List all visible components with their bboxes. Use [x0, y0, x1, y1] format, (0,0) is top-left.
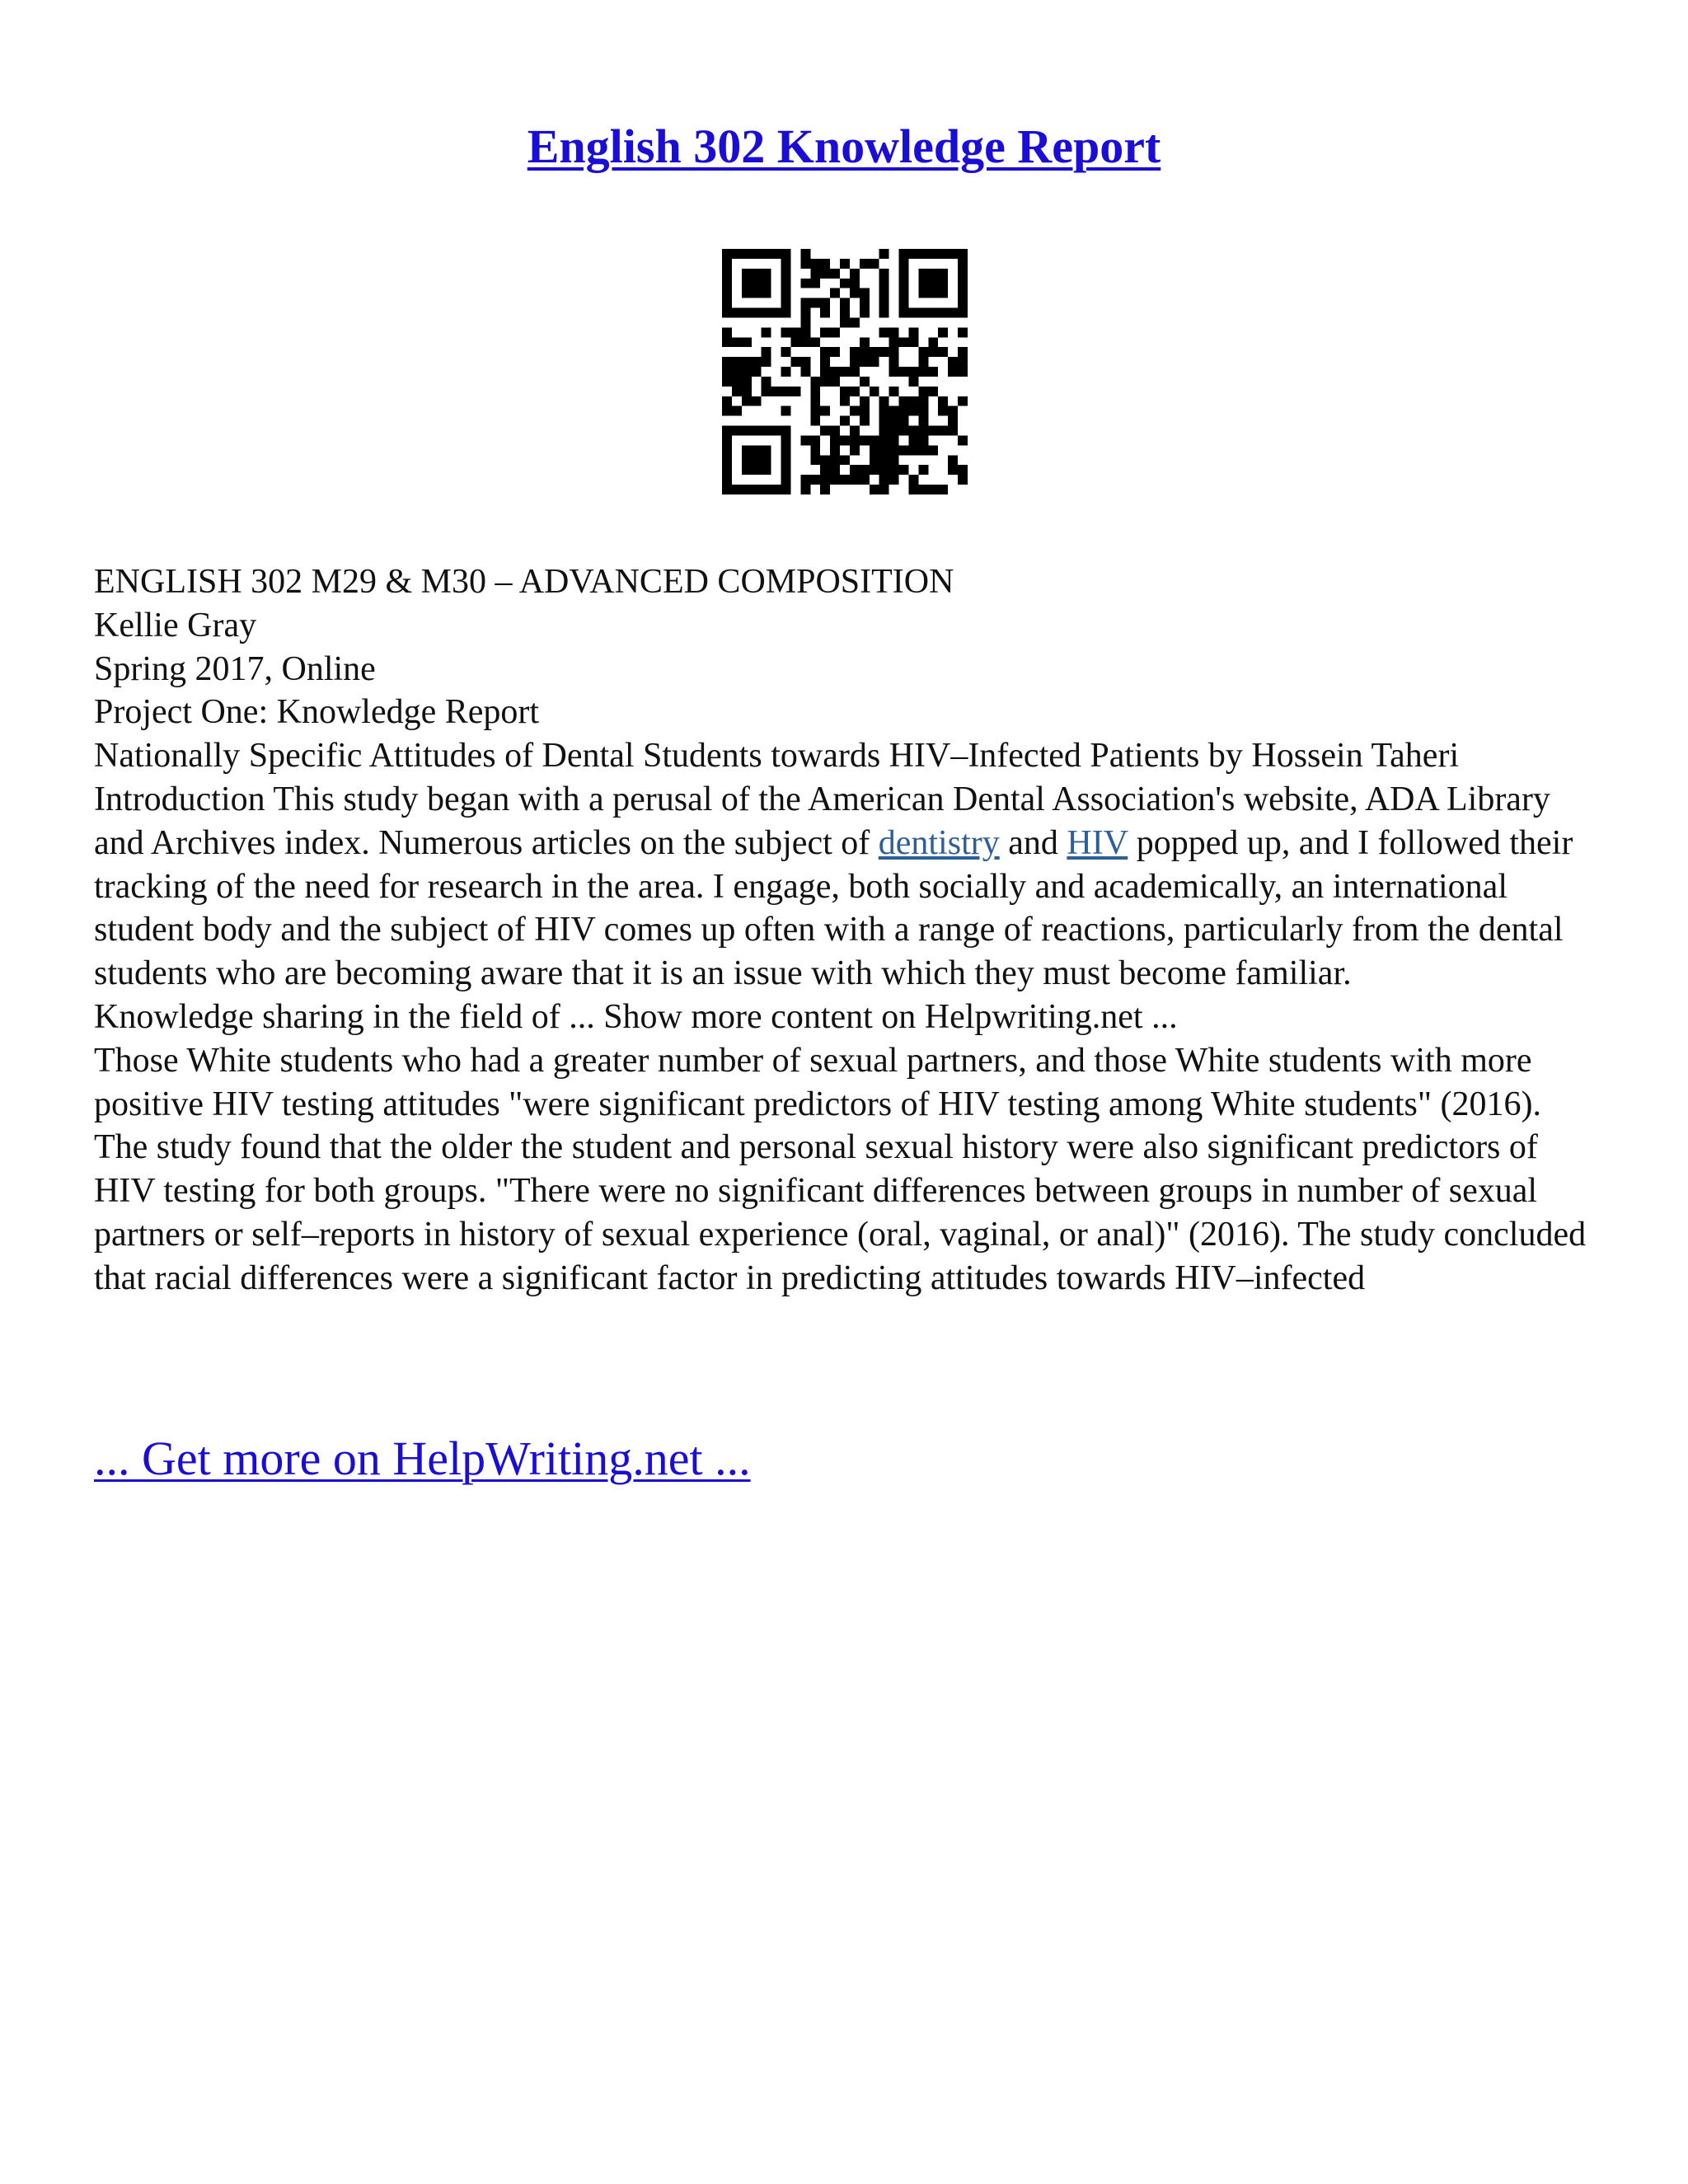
title-link[interactable]: English 302 Knowledge Report — [527, 120, 1161, 173]
qr-code-icon — [722, 249, 968, 494]
course-line: ENGLISH 302 M29 & M30 – ADVANCED COMPOSITION — [94, 563, 954, 601]
page-title — [0, 115, 1688, 178]
hiv-link[interactable]: HIV — [1067, 823, 1128, 862]
teaser-line: Knowledge sharing in the field of ... Show more content on Helpwriting.net ... — [94, 997, 1178, 1036]
body-paragraph: Those White students who had a greater number of sexual partners, and those White students with more positive HIV testing attitudes "were significant predictors of HIV testing among White students" (2016). The study found that the older the student and personal sexual history were also significant predictors of HIV testing for both groups. "There were no significant differences between groups in number of sexual partners or self–reports in history of sexual experience (oral, vaginal, or anal)" (2016). The study concluded that racial differences were a significant factor in predicting attitudes towards HIV–infected — [94, 1041, 1587, 1297]
intro-text-3: popped up, and I followed their tracking of the need for research in the area. I engage, both socially and academically, an international student body and the subject of HIV comes up often with a range of reactions, particularly from the dental students who are becoming aware that it is an issue with which they must become familiar. — [94, 823, 1573, 993]
get-more-link[interactable]: ... Get more on HelpWriting.net ... — [94, 1432, 751, 1485]
intro-text-1: Introduction This study began with a perusal of the American Dental Association's website, ADA Library and Archives index. Numerous articles on the subject of — [94, 780, 1550, 862]
more-link-container — [94, 1427, 751, 1490]
intro-text-2: and — [999, 823, 1067, 862]
study-title-line: Nationally Specific Attitudes of Dental Students towards HIV–Infected Patients by Hossein Taheri — [94, 737, 1460, 776]
term-line: Spring 2017, Online — [94, 649, 376, 688]
author-line: Kellie Gray — [94, 606, 257, 644]
intro-paragraph — [94, 778, 1602, 996]
project-line: Project One: Knowledge Report — [94, 693, 540, 732]
dentistry-link[interactable]: dentistry — [878, 823, 1000, 862]
document-body — [94, 560, 1602, 1301]
